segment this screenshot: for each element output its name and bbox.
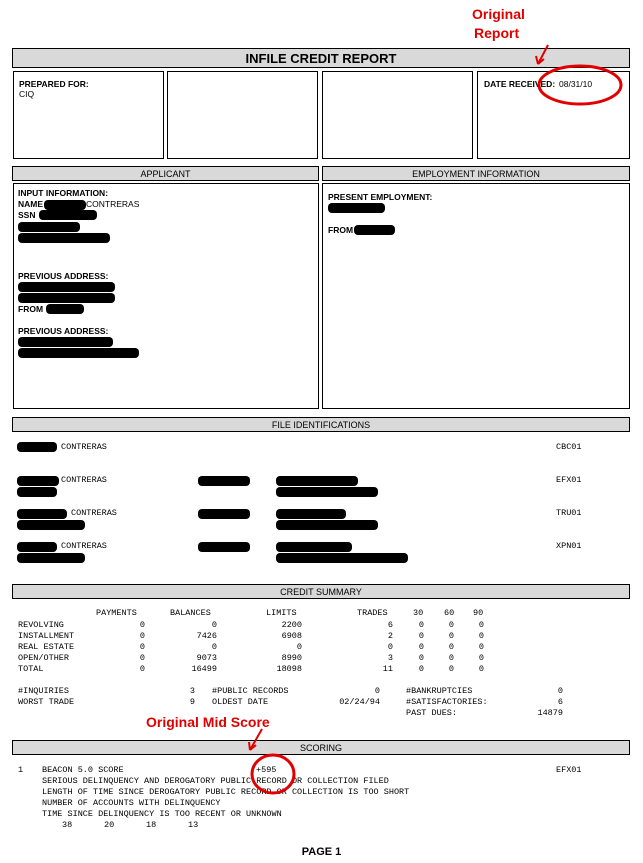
page-number: PAGE 1 xyxy=(301,846,342,858)
satisfactories-value: 6 xyxy=(557,697,563,707)
summary-cell-d60: 0 xyxy=(448,664,454,674)
summary-cell-balances: 0 xyxy=(211,642,217,652)
summary-cell-label: OPEN/OTHER xyxy=(18,653,70,663)
summary-cell-trades: 11 xyxy=(382,664,393,674)
file-id-name-4: CONTRERAS xyxy=(61,541,107,551)
summary-cell-payments: 0 xyxy=(139,653,145,663)
summary-cell-payments: 0 xyxy=(139,664,145,674)
file-id-code-2: EFX01 xyxy=(556,475,582,485)
summary-cell-trades: 6 xyxy=(387,620,393,630)
file-id-name-1: CONTRERAS xyxy=(61,442,107,452)
score-arrow-icon xyxy=(250,729,262,750)
inquiries-value: 3 xyxy=(189,686,195,696)
col-header-payments: PAYMENTS xyxy=(96,608,137,618)
score-reason-4: TIME SINCE DELINQUENCY IS TOO RECENT OR UNKNOWN xyxy=(42,809,282,819)
summary-cell-balances: 9073 xyxy=(196,653,217,663)
previous-address-1-label: PREVIOUS ADDRESS: xyxy=(18,271,109,281)
score-reason-2: LENGTH OF TIME SINCE DEROGATORY PUBLIC RECORD OR COLLECTION IS TOO SHORT xyxy=(42,787,410,797)
file-id-code-1: CBC01 xyxy=(556,442,582,452)
summary-cell-limits: 18098 xyxy=(276,664,302,674)
score-model: BEACON 5.0 SCORE xyxy=(42,765,124,775)
previous-address-2-label: PREVIOUS ADDRESS: xyxy=(18,326,109,336)
summary-cell-d30: 0 xyxy=(418,642,424,652)
report-arrow-icon xyxy=(538,45,548,64)
worst-trade-value: 9 xyxy=(189,697,195,707)
summary-cell-d60: 0 xyxy=(448,653,454,663)
summary-cell-d30: 0 xyxy=(418,620,424,630)
summary-cell-trades: 0 xyxy=(387,642,393,652)
score-code-4: 13 xyxy=(188,820,199,830)
date-highlight-ellipse xyxy=(539,66,621,104)
score-code-2: 20 xyxy=(104,820,115,830)
bankruptcies-label: #BANKRUPTCIES xyxy=(406,686,473,696)
summary-cell-limits: 8990 xyxy=(281,653,302,663)
annotation-original-line1: Original xyxy=(472,6,525,22)
summary-cell-label: REAL ESTATE xyxy=(18,642,75,652)
name-value: CONTRERAS xyxy=(86,199,140,209)
annotation-mid-score: Original Mid Score xyxy=(146,714,270,730)
score-reason-1: SERIOUS DELINQUENCY AND DEROGATORY PUBLIC RECORD OR COLLECTION FILED xyxy=(42,776,389,786)
col-header-limits: LIMITS xyxy=(266,608,297,618)
summary-cell-d90: 0 xyxy=(478,631,484,641)
annotation-report-line2: Report xyxy=(474,25,520,41)
from-label: FROM xyxy=(18,304,44,314)
summary-cell-limits: 0 xyxy=(296,642,302,652)
summary-cell-trades: 2 xyxy=(387,631,393,641)
summary-cell-payments: 0 xyxy=(139,631,145,641)
summary-cell-balances: 0 xyxy=(211,620,217,630)
ssn-label: SSN xyxy=(18,210,36,220)
score-code-3: 18 xyxy=(146,820,157,830)
report-title: INFILE CREDIT REPORT xyxy=(12,48,630,68)
summary-cell-d30: 0 xyxy=(418,631,424,641)
input-information-label: INPUT INFORMATION: xyxy=(18,188,109,198)
credit-summary-header: CREDIT SUMMARY xyxy=(12,584,630,599)
file-identifications-header: FILE IDENTIFICATIONS xyxy=(12,417,630,432)
present-employment-label: PRESENT EMPLOYMENT: xyxy=(328,192,433,202)
col-header-trades: TRADES xyxy=(357,608,388,618)
score-value: +595 xyxy=(256,765,277,775)
summary-cell-d90: 0 xyxy=(478,664,484,674)
summary-cell-d90: 0 xyxy=(478,642,484,652)
prepared-for-label: PREPARED FOR: xyxy=(19,79,89,89)
score-bureau: EFX01 xyxy=(556,765,582,775)
inquiries-label: #INQUIRIES xyxy=(18,686,70,696)
employment-from-label: FROM xyxy=(328,225,354,235)
summary-cell-payments: 0 xyxy=(139,620,145,630)
worst-trade-label: WORST TRADE xyxy=(18,697,75,707)
name-label: NAME xyxy=(18,199,44,209)
summary-cell-d90: 0 xyxy=(478,653,484,663)
file-id-code-3: TRU01 xyxy=(556,508,582,518)
scoring-header: SCORING xyxy=(12,740,630,755)
public-records-value: 0 xyxy=(374,686,380,696)
summary-cell-label: REVOLVING xyxy=(18,620,64,630)
employment-header: EMPLOYMENT INFORMATION xyxy=(322,166,630,181)
summary-cell-limits: 6908 xyxy=(281,631,302,641)
summary-cell-d60: 0 xyxy=(448,620,454,630)
score-reason-3: NUMBER OF ACCOUNTS WITH DELINQUENCY xyxy=(42,798,221,808)
prepared-for-value: CIQ xyxy=(19,89,35,99)
oldest-date-value: 02/24/94 xyxy=(339,697,380,707)
file-id-name-2: CONTRERAS xyxy=(61,475,107,485)
date-received-value: 08/31/10 xyxy=(559,79,593,89)
file-id-code-4: XPN01 xyxy=(556,541,582,551)
col-header-balances: BALANCES xyxy=(170,608,211,618)
file-id-name-3: CONTRERAS xyxy=(71,508,117,518)
date-received-label: DATE RECEIVED: xyxy=(484,79,556,89)
summary-cell-balances: 7426 xyxy=(196,631,217,641)
satisfactories-label: #SATISFACTORIES: xyxy=(406,697,488,707)
summary-cell-d30: 0 xyxy=(418,664,424,674)
col-header-60: 60 xyxy=(444,608,455,618)
summary-cell-d90: 0 xyxy=(478,620,484,630)
public-records-label: #PUBLIC RECORDS xyxy=(212,686,289,696)
summary-cell-payments: 0 xyxy=(139,642,145,652)
col-header-90: 90 xyxy=(473,608,484,618)
col-header-30: 30 xyxy=(413,608,424,618)
bankruptcies-value: 0 xyxy=(557,686,563,696)
summary-cell-label: INSTALLMENT xyxy=(18,631,75,641)
oldest-date-label: OLDEST DATE xyxy=(212,697,269,707)
summary-cell-d30: 0 xyxy=(418,653,424,663)
summary-cell-label: TOTAL xyxy=(18,664,44,674)
score-index: 1 xyxy=(18,765,24,775)
summary-cell-balances: 16499 xyxy=(191,664,217,674)
summary-cell-trades: 3 xyxy=(387,653,393,663)
score-highlight-ellipse xyxy=(252,755,294,793)
applicant-header: APPLICANT xyxy=(12,166,319,181)
summary-cell-d60: 0 xyxy=(448,631,454,641)
past-dues-value: 14879 xyxy=(537,708,563,718)
summary-cell-d60: 0 xyxy=(448,642,454,652)
past-dues-label: PAST DUES: xyxy=(406,708,458,718)
score-code-1: 38 xyxy=(62,820,73,830)
summary-cell-limits: 2200 xyxy=(281,620,302,630)
